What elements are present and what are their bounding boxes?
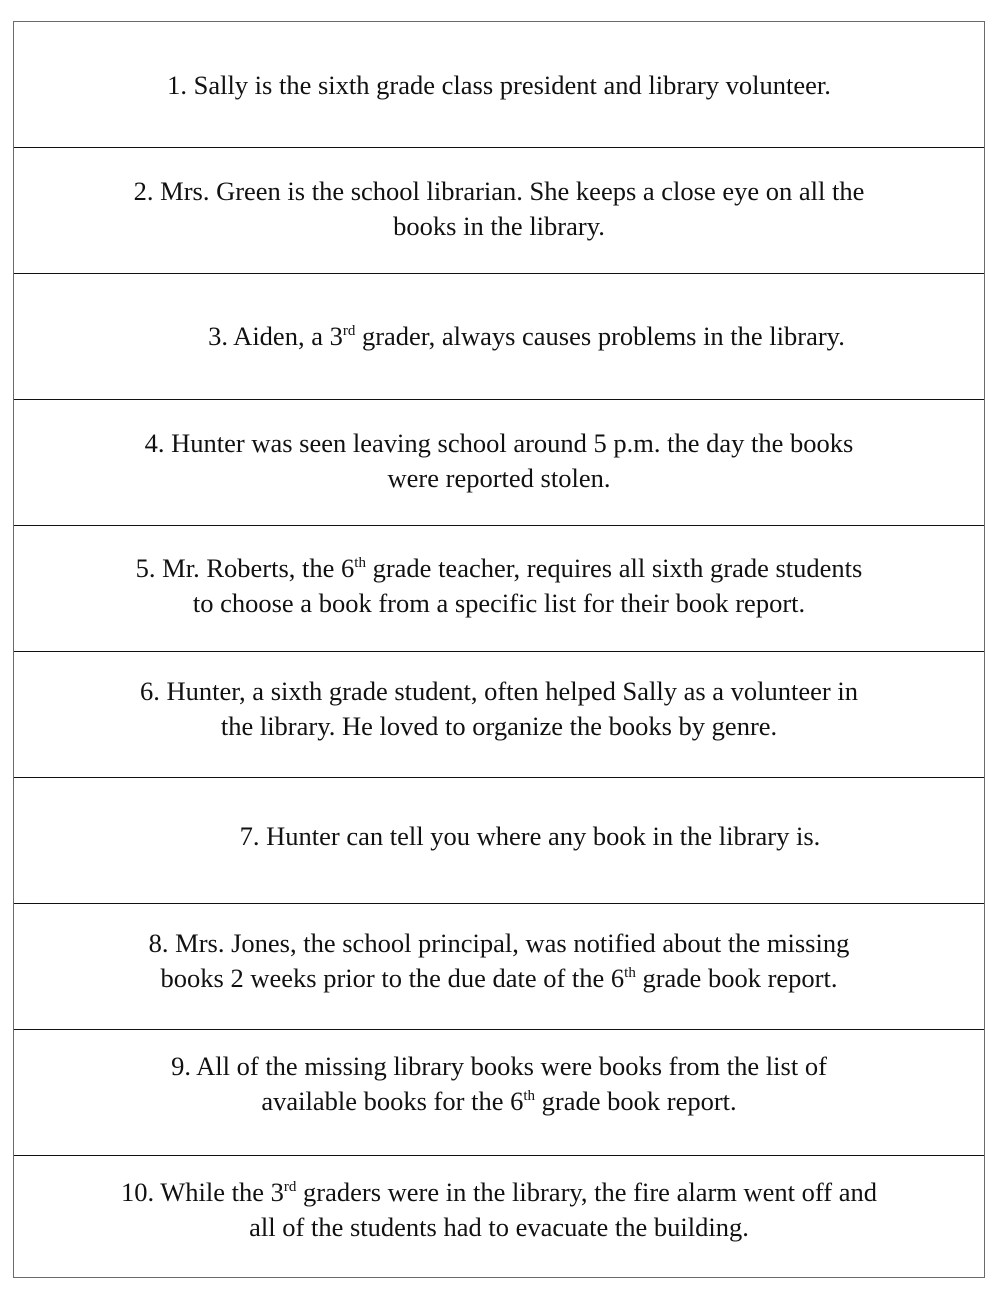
clue-line bbox=[14, 68, 984, 103]
clue-line bbox=[76, 819, 984, 854]
clue-segment: to choose a book from a specific list for their book report. bbox=[192, 588, 806, 618]
clue-line bbox=[14, 426, 984, 461]
clue-text bbox=[14, 926, 984, 996]
clue-card-2 bbox=[14, 148, 984, 274]
clue-segment: grade teacher, requires all sixth grade students bbox=[365, 553, 863, 583]
clue-line bbox=[14, 674, 984, 709]
clue-line bbox=[14, 586, 984, 621]
clue-text bbox=[14, 426, 984, 496]
clue-text bbox=[69, 319, 984, 354]
clue-segment: available books for the 6 bbox=[261, 1086, 524, 1116]
clue-segment: 8. Mrs. Jones, the school principal, was notified about the missing bbox=[148, 928, 850, 958]
clue-text bbox=[14, 551, 984, 621]
clue-card-7 bbox=[14, 778, 984, 904]
clue-line bbox=[69, 319, 984, 354]
clue-segment: 10. While the 3 bbox=[121, 1177, 284, 1207]
clue-segment: were reported stolen. bbox=[387, 463, 611, 493]
clue-card-10 bbox=[14, 1156, 984, 1282]
clue-text bbox=[76, 819, 984, 854]
clue-segment: the library. He loved to organize the books by genre. bbox=[220, 711, 778, 741]
clue-segment: 1. Sally is the sixth grade class president and library volunteer. bbox=[167, 70, 831, 100]
clue-segment: 5. Mr. Roberts, the 6 bbox=[135, 553, 355, 583]
clue-line bbox=[14, 174, 984, 209]
clue-text bbox=[14, 1175, 984, 1245]
ordinal-suffix: th bbox=[624, 965, 636, 981]
clue-card-4 bbox=[14, 400, 984, 526]
clue-text bbox=[14, 174, 984, 244]
clue-card-1 bbox=[14, 22, 984, 148]
clue-text bbox=[14, 674, 984, 744]
clue-text bbox=[14, 68, 984, 103]
clue-line bbox=[14, 1049, 984, 1084]
clue-segment: 4. Hunter was seen leaving school around 5 p.m. the day the books bbox=[144, 428, 854, 458]
ordinal-suffix: rd bbox=[342, 323, 356, 339]
clue-card-5 bbox=[14, 526, 984, 652]
clue-segment: all of the students had to evacuate the building. bbox=[249, 1212, 749, 1242]
clue-segment: 2. Mrs. Green is the school librarian. She keeps a close eye on all the bbox=[133, 176, 865, 206]
clue-segment: books 2 weeks prior to the due date of the 6 bbox=[160, 963, 625, 993]
clue-line bbox=[14, 1210, 984, 1245]
clue-card-3 bbox=[14, 274, 984, 400]
clue-segment: grader, always causes problems in the library. bbox=[355, 321, 845, 351]
clue-segment: 3. Aiden, a 3 bbox=[208, 321, 343, 351]
clue-line bbox=[14, 551, 984, 586]
clue-line bbox=[14, 1084, 984, 1119]
clue-text bbox=[14, 1049, 984, 1119]
clue-segment: 7. Hunter can tell you where any book in the library is. bbox=[239, 821, 821, 851]
clue-line bbox=[14, 209, 984, 244]
clue-line bbox=[14, 461, 984, 496]
clue-card-sheet bbox=[13, 21, 985, 1278]
clue-segment: 6. Hunter, a sixth grade student, often helped Sally as a volunteer in bbox=[140, 676, 858, 706]
clue-card-6 bbox=[14, 652, 984, 778]
clue-card-8 bbox=[14, 904, 984, 1030]
clue-line bbox=[14, 709, 984, 744]
clue-card-9 bbox=[14, 1030, 984, 1156]
clue-line bbox=[14, 1175, 984, 1210]
ordinal-suffix: rd bbox=[283, 1179, 297, 1195]
clue-segment: graders were in the library, the fire alarm went off and bbox=[296, 1177, 877, 1207]
ordinal-suffix: th bbox=[523, 1088, 536, 1104]
clue-segment: 9. All of the missing library books were books from the list of bbox=[171, 1051, 827, 1081]
clue-segment: grade book report. bbox=[535, 1086, 737, 1116]
clue-segment: grade book report. bbox=[635, 963, 838, 993]
clue-line bbox=[14, 926, 984, 961]
clue-segment: books in the library. bbox=[393, 211, 605, 241]
clue-line bbox=[14, 961, 984, 996]
ordinal-suffix: th bbox=[354, 555, 366, 571]
